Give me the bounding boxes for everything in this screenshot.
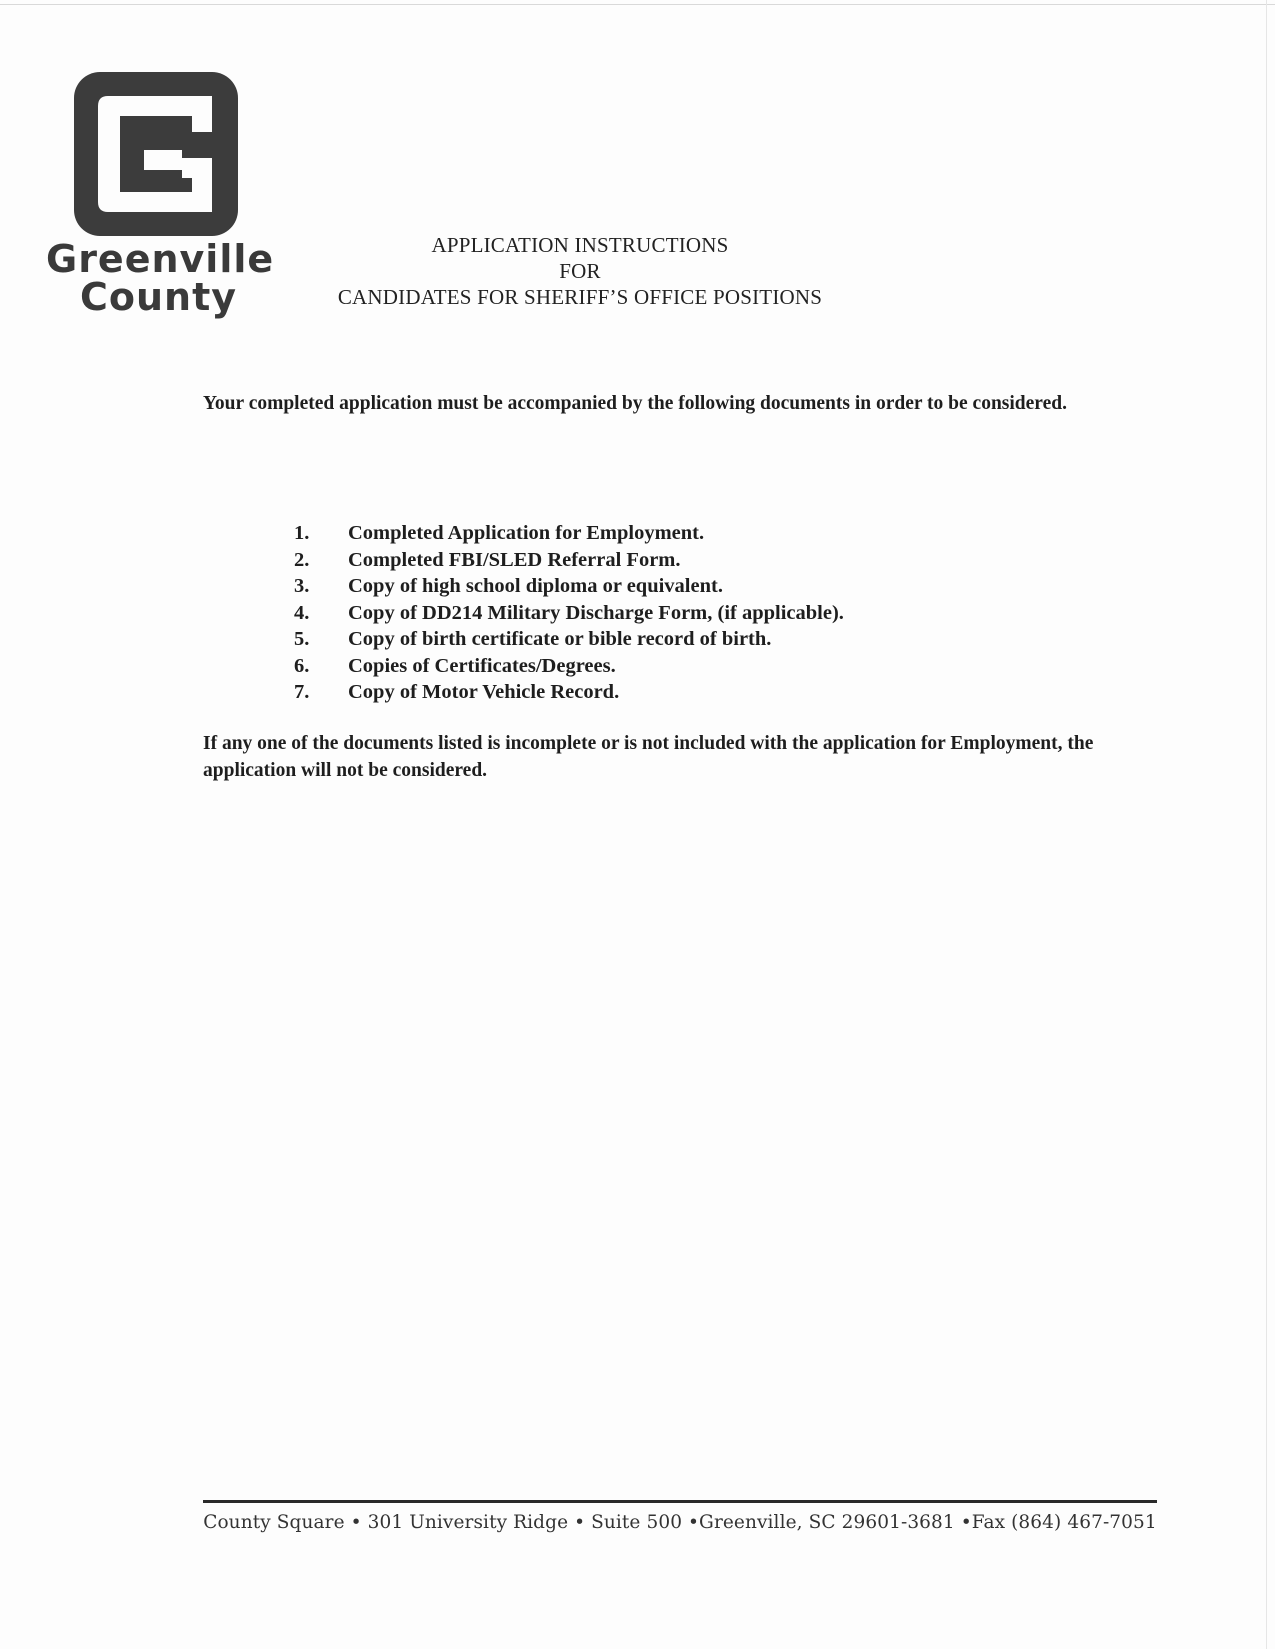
list-item	[290, 626, 1090, 653]
list-item-text: Copy of high school diploma or equivalent.	[348, 575, 723, 597]
list-item	[290, 573, 1090, 600]
list-item-number: 5.	[294, 628, 310, 650]
required-documents-list	[290, 520, 1090, 706]
list-item-number: 3.	[294, 575, 310, 597]
list-item-text: Completed FBI/SLED Referral Form.	[348, 548, 681, 571]
footer-address: County Square • 301 University Ridge • Suite 500 •Greenville, SC 29601-3681 •Fax (864) 467-7051	[203, 1512, 1157, 1533]
title-line-3: CANDIDATES FOR SHERIFF’S OFFICE POSITIONS	[337, 285, 823, 309]
list-item	[290, 520, 1090, 547]
logo-text-greenville: Greenville	[46, 237, 275, 281]
closing-paragraph: If any one of the documents listed is incomplete or is not included with the application for Employment, the application will not be considered.	[203, 733, 1094, 781]
list-item-number: 1.	[294, 522, 310, 544]
list-item-text: Copy of DD214 Military Discharge Form, (if applicable).	[348, 601, 844, 624]
intro-paragraph: Your completed application must be accompanied by the following documents in order to be considered.	[203, 393, 1067, 414]
list-item	[290, 547, 1090, 574]
list-item-text: Copies of Certificates/Degrees.	[348, 654, 616, 677]
list-item-number: 4.	[294, 601, 310, 624]
list-item-number: 6.	[294, 654, 310, 677]
list-item-text: Copy of Motor Vehicle Record.	[348, 681, 620, 703]
list-item-text: Copy of birth certificate or bible record of birth.	[348, 628, 772, 650]
logo-text-county: County	[80, 275, 238, 319]
title-line-1: APPLICATION INSTRUCTIONS	[431, 233, 729, 257]
scan-top-edge	[0, 4, 1275, 5]
list-item	[290, 600, 1090, 627]
greenville-county-logo	[42, 64, 282, 324]
footer-divider	[203, 1500, 1157, 1503]
list-item-number: 7.	[294, 681, 310, 703]
list-item	[290, 679, 1090, 706]
county-g-logo-icon	[72, 70, 240, 238]
title-line-2: FOR	[559, 259, 601, 283]
list-item-text: Completed Application for Employment.	[348, 522, 705, 544]
list-item	[290, 653, 1090, 680]
list-item-number: 2.	[294, 548, 310, 571]
scan-right-edge	[1266, 0, 1267, 1649]
document-title	[250, 232, 910, 310]
